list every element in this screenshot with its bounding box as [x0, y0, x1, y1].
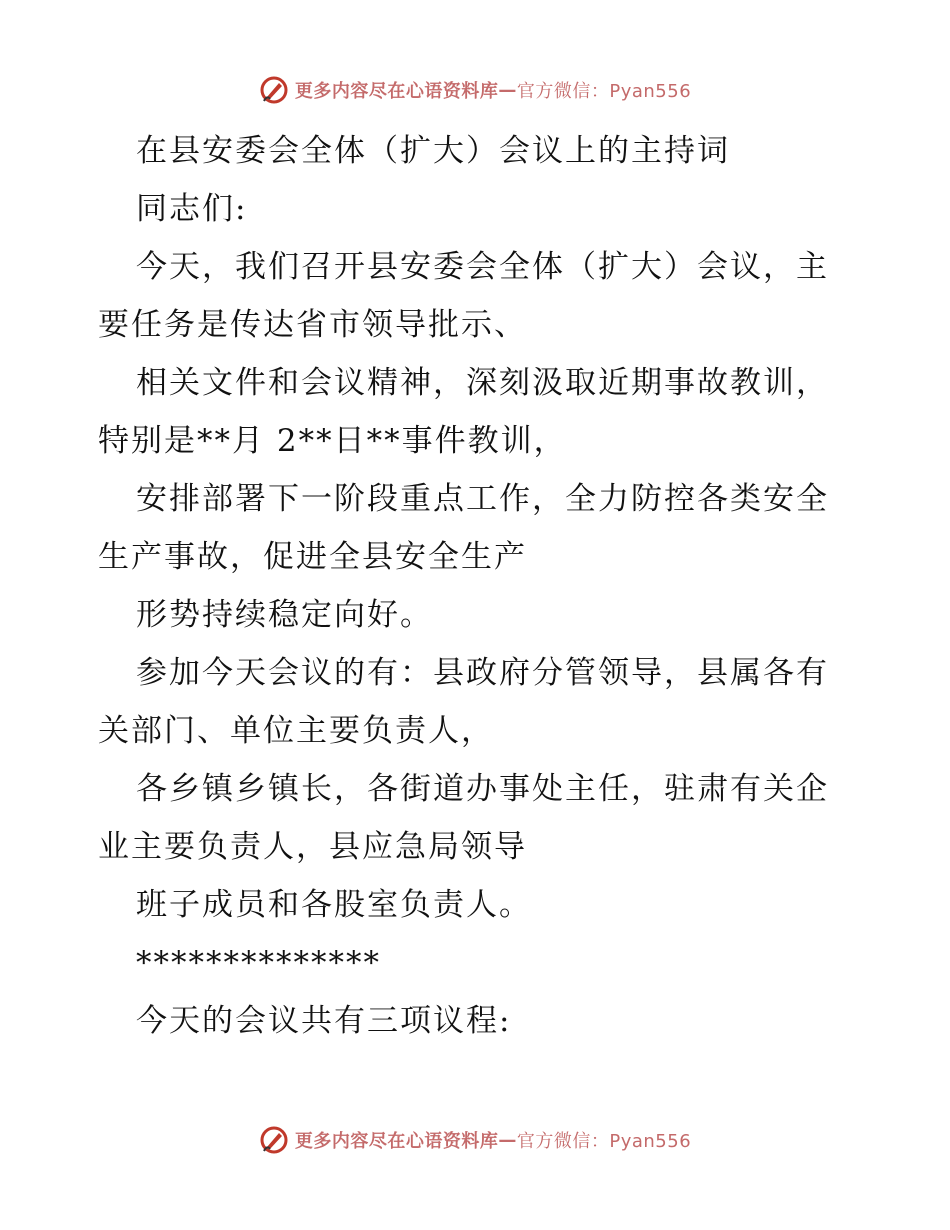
banner-contact-text: 官方微信：Pyan556 — [516, 1131, 692, 1152]
brush-logo-icon — [259, 75, 289, 105]
paragraph-line: 安排部署下一阶段重点工作，全力防控各类安全 — [136, 481, 829, 517]
paragraph-line: 班子成员和各股室负责人。 — [136, 887, 532, 923]
banner-contact-text: 官方微信：Pyan556 — [516, 81, 692, 102]
brush-logo-icon — [259, 1125, 289, 1155]
paragraph-line: 业主要负责人，县应急局领导 — [98, 829, 527, 865]
banner-separator: — — [498, 79, 517, 101]
paragraph-line: 相关文件和会议精神，深刻汲取近期事故教训， — [136, 365, 829, 401]
document-body — [98, 122, 854, 1050]
paragraph-line: 今天的会议共有三项议程: — [136, 1003, 512, 1039]
paragraph-line: 各乡镇乡镇长，各街道办事处主任，驻肃有关企 — [136, 771, 829, 807]
section-divider-asterisks: ************** — [136, 945, 381, 981]
paragraph-line: 形势持续稳定向好。 — [136, 597, 433, 633]
banner-brand-text: 更多内容尽在心语资料库 — [294, 1131, 499, 1152]
paragraph-line: 今天，我们召开县安委会全体（扩大）会议，主 — [136, 249, 829, 285]
footer-watermark-banner — [0, 1120, 950, 1160]
paragraph-line: 要任务是传达省市领导批示、 — [98, 307, 527, 343]
paragraph-line: 生产事故，促进全县安全生产 — [98, 539, 527, 575]
paragraph-line: 参加今天会议的有：县政府分管领导，县属各有 — [136, 655, 829, 691]
banner-separator: — — [498, 1129, 517, 1151]
paragraph-line: 关部门、单位主要负责人， — [98, 713, 494, 749]
document-title: 在县安委会全体（扩大）会议上的主持词 — [136, 133, 730, 169]
header-watermark-banner — [0, 70, 950, 110]
banner-brand-text: 更多内容尽在心语资料库 — [294, 81, 499, 102]
paragraph-line: 特别是**月 2**日**事件教训， — [98, 423, 567, 459]
salutation: 同志们: — [136, 191, 248, 227]
